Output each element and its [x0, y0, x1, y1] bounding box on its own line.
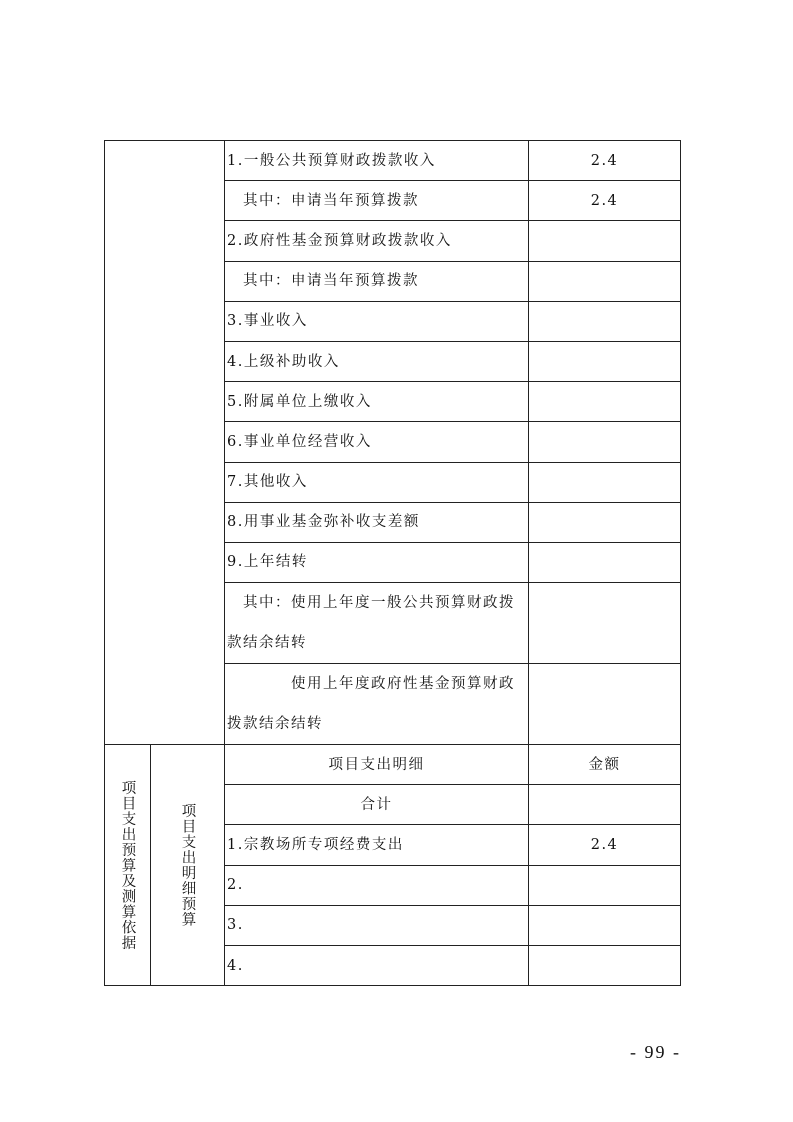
income-label: 使用上年度政府性基金预算财政拨款结余结转	[225, 664, 529, 745]
outer-section-label: 项目支出预算及测算依据	[119, 779, 136, 951]
total-amount	[529, 785, 681, 825]
detail-header: 项目支出明细	[225, 745, 529, 785]
income-amount	[529, 542, 681, 582]
table-row	[105, 141, 681, 181]
income-amount	[529, 583, 681, 664]
blank-merged-cell	[105, 141, 225, 745]
outer-section-label-cell	[105, 745, 151, 986]
income-label: 其中：使用上年度一般公共预算财政拨款结余结转	[225, 583, 529, 664]
expense-amount: 2.4	[529, 825, 681, 865]
income-label: 9.上年结转	[225, 542, 529, 582]
income-amount	[529, 261, 681, 301]
income-label: 5.附属单位上缴收入	[225, 382, 529, 422]
income-label: 6.事业单位经营收入	[225, 422, 529, 462]
income-amount	[529, 422, 681, 462]
income-amount	[529, 502, 681, 542]
expense-amount	[529, 865, 681, 905]
expense-label: 4.	[225, 946, 529, 986]
page-number: - 99 -	[630, 1042, 681, 1062]
inner-section-label-cell	[151, 745, 225, 986]
income-label: 8.用事业基金弥补收支差额	[225, 502, 529, 542]
income-label: 7.其他收入	[225, 462, 529, 502]
income-amount: 2.4	[529, 141, 681, 181]
income-label: 4.上级补助收入	[225, 341, 529, 381]
income-amount	[529, 462, 681, 502]
income-label: 其中：申请当年预算拨款	[225, 261, 529, 301]
table-row	[105, 745, 681, 785]
total-label: 合计	[225, 785, 529, 825]
income-amount	[529, 301, 681, 341]
budget-table	[104, 140, 681, 986]
income-amount	[529, 341, 681, 381]
expense-label: 2.	[225, 865, 529, 905]
expense-label: 1.宗教场所专项经费支出	[225, 825, 529, 865]
income-amount	[529, 221, 681, 261]
expense-label: 3.	[225, 905, 529, 945]
income-label: 其中：申请当年预算拨款	[225, 181, 529, 221]
income-label: 1.一般公共预算财政拨款收入	[225, 141, 529, 181]
amount-header: 金额	[529, 745, 681, 785]
inner-section-label: 项目支出明细预算	[179, 803, 196, 928]
income-amount	[529, 382, 681, 422]
income-label: 2.政府性基金预算财政拨款收入	[225, 221, 529, 261]
expense-amount	[529, 905, 681, 945]
income-label: 3.事业收入	[225, 301, 529, 341]
income-amount: 2.4	[529, 181, 681, 221]
income-amount	[529, 664, 681, 745]
expense-amount	[529, 946, 681, 986]
